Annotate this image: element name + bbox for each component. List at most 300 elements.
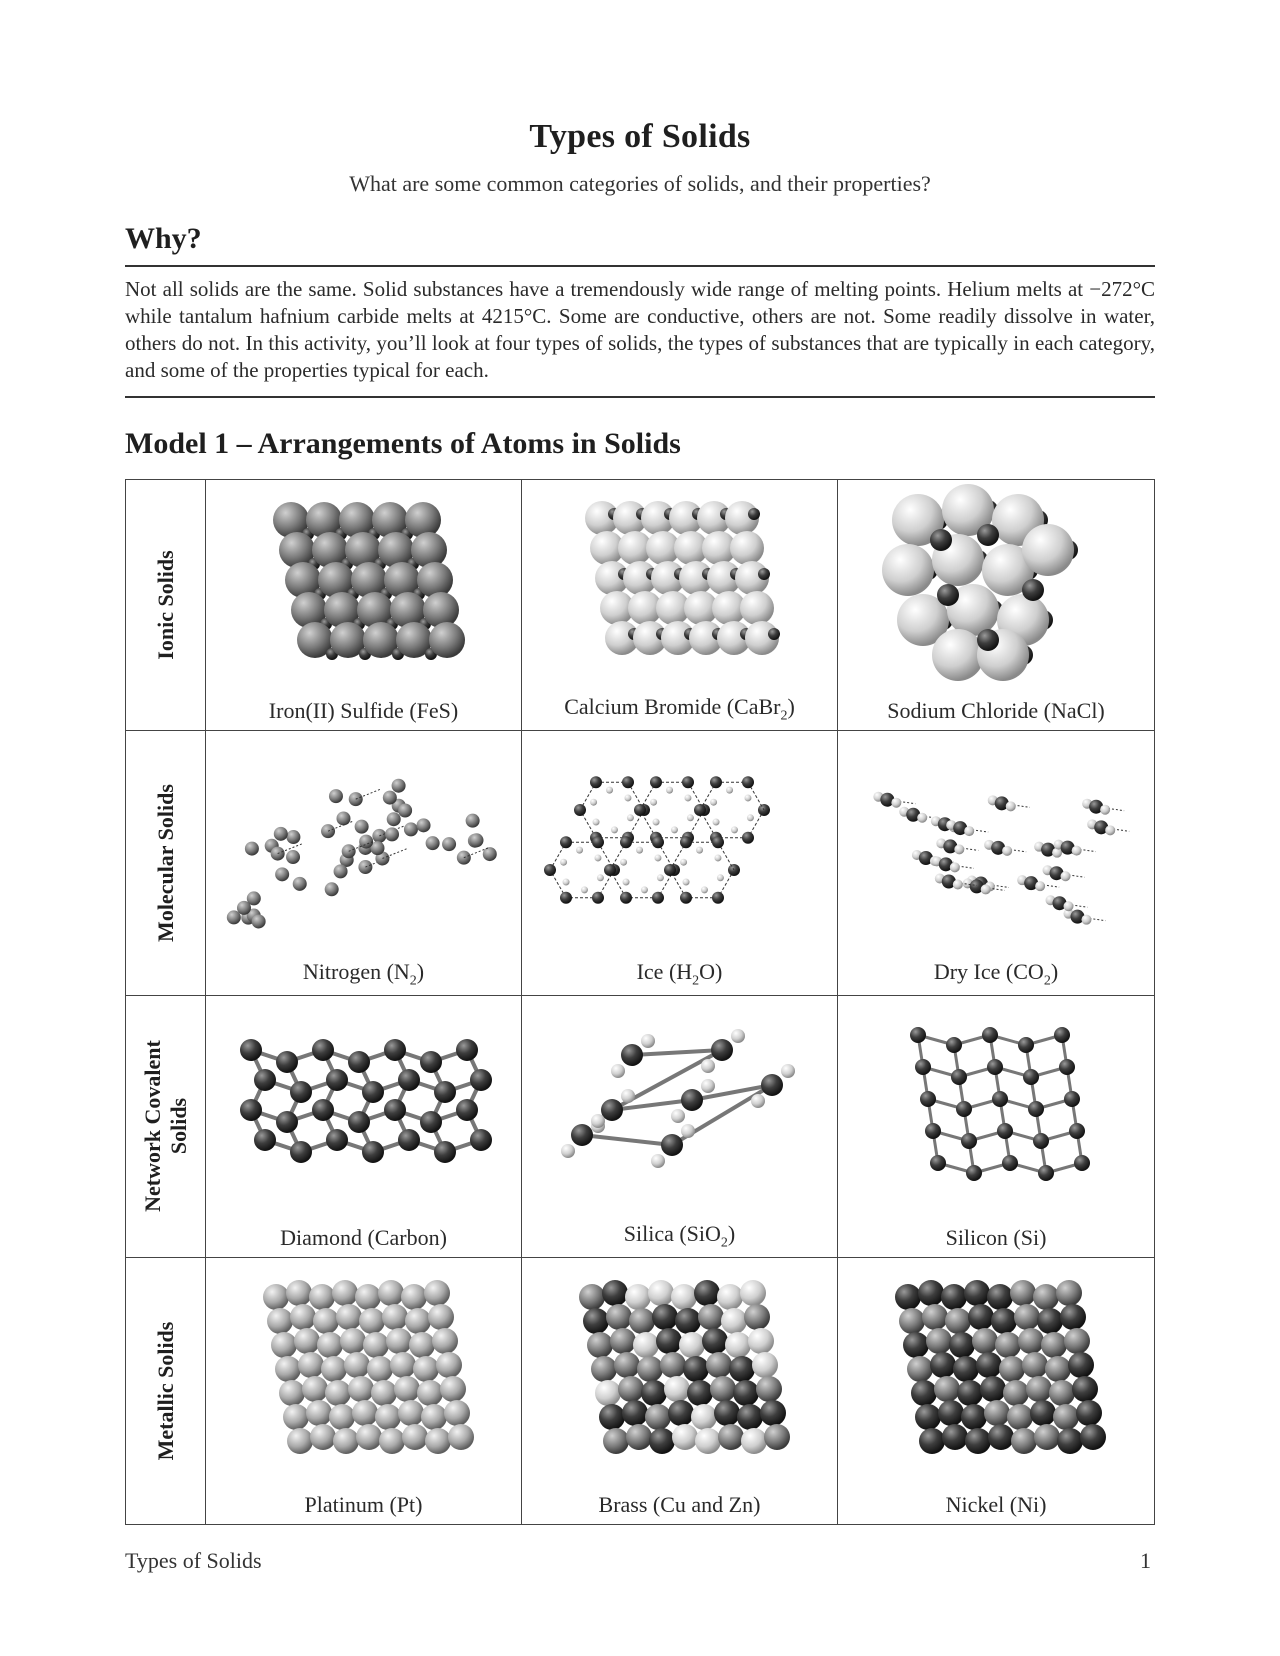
nitrogen-atom — [274, 827, 288, 841]
sodium-chloride-illustration — [838, 480, 1154, 695]
silicon-atom — [920, 1091, 936, 1107]
table-cell — [522, 730, 838, 995]
compound-name: Platinum — [304, 1492, 384, 1517]
oxygen-atom — [1100, 805, 1110, 815]
nitrogen-atom — [334, 864, 348, 878]
metal-atom — [1064, 1328, 1090, 1354]
oxygen-atom — [591, 1114, 605, 1128]
metal-atom — [425, 1428, 451, 1454]
cell-caption — [838, 698, 1154, 724]
large-ion — [882, 544, 934, 596]
cell-caption — [206, 1492, 521, 1518]
metal-atom — [417, 1380, 443, 1406]
metal-atom — [965, 1428, 991, 1454]
compound-name: Ice — [636, 958, 664, 984]
metal-atom — [421, 1404, 447, 1430]
metal-atom — [371, 1380, 397, 1406]
hydrogen-atom — [687, 814, 694, 821]
metal-atom — [428, 1304, 454, 1330]
large-ion — [411, 532, 447, 568]
metal-atom — [386, 1328, 412, 1354]
metal-atom — [740, 1280, 766, 1306]
metal-atom — [945, 1308, 971, 1334]
silicon-atom — [761, 1074, 783, 1096]
cell-caption — [206, 959, 521, 989]
nitrogen-atom — [286, 850, 300, 864]
nitrogen-atom — [404, 822, 418, 836]
silicon-atom — [1059, 1059, 1075, 1075]
nitrogen-atom — [417, 818, 431, 832]
hydrogen-atom — [747, 814, 754, 821]
oxygen-atom — [574, 804, 586, 816]
carbon-atom — [456, 1039, 478, 1061]
metal-atom — [378, 1280, 404, 1306]
metal-atom — [733, 1380, 759, 1406]
metal-atom — [656, 1328, 682, 1354]
hydrogen-atom — [606, 787, 613, 794]
metal-atom — [287, 1428, 313, 1454]
metal-atom — [911, 1380, 937, 1406]
metal-atom — [401, 1284, 427, 1310]
row-label: Molecular Solids — [152, 783, 178, 942]
compound-name: Iron(II) Sulfide — [268, 698, 404, 723]
metal-atom — [356, 1424, 382, 1450]
metal-atom — [336, 1304, 362, 1330]
cell-caption — [206, 698, 521, 724]
subscript: 2 — [720, 1235, 728, 1250]
oxygen-atom — [652, 836, 664, 848]
carbon-atom — [312, 1039, 334, 1061]
compound-formula: (Ni) — [1009, 1492, 1047, 1517]
cell-caption — [522, 1221, 837, 1251]
table-cell — [522, 995, 838, 1257]
metal-atom — [622, 1400, 648, 1426]
nitrogen-atom — [329, 789, 343, 803]
oxygen-atom — [680, 836, 692, 848]
silicon-atom — [930, 1155, 946, 1171]
metal-atom — [1030, 1400, 1056, 1426]
metal-atom — [599, 1404, 625, 1430]
hydrogen-atom — [671, 826, 678, 833]
metal-atom — [652, 1304, 678, 1330]
silicon-atom — [681, 1089, 703, 1111]
metal-atom — [907, 1356, 933, 1382]
hydrogen-atom — [714, 854, 721, 861]
metal-atom — [263, 1284, 289, 1310]
metal-atom — [405, 1308, 431, 1334]
metal-atom — [1045, 1356, 1071, 1382]
large-ion — [405, 502, 441, 538]
metal-atom — [363, 1332, 389, 1358]
carbon-atom — [240, 1039, 262, 1061]
nitrogen-atom — [398, 804, 412, 818]
metal-atom — [298, 1352, 324, 1378]
metal-atom — [1037, 1308, 1063, 1334]
table-row — [126, 1257, 1154, 1524]
nitrogen-atom — [385, 827, 399, 841]
nitrogen-atom — [325, 882, 339, 896]
carbon-atom — [470, 1069, 492, 1091]
carbon-atom — [362, 1141, 384, 1163]
metal-atom — [999, 1356, 1025, 1382]
silicon-atom — [992, 1091, 1008, 1107]
carbon-atom — [384, 1039, 406, 1061]
oxygen-atom — [954, 844, 964, 854]
metal-atom — [602, 1280, 628, 1306]
metal-atom — [942, 1424, 968, 1450]
metal-atom — [899, 1308, 925, 1334]
subscript: 2 — [692, 973, 700, 988]
nitrogen-atom — [275, 867, 289, 881]
metal-atom — [1056, 1280, 1082, 1306]
metal-atom — [915, 1404, 941, 1430]
metal-atom — [919, 1428, 945, 1454]
nitrogen-atom — [383, 791, 397, 805]
compound-formula: (CO — [1005, 958, 1044, 984]
metal-atom — [440, 1376, 466, 1402]
metal-atom — [687, 1380, 713, 1406]
metal-atom — [729, 1356, 755, 1382]
silicon-atom — [1054, 1027, 1070, 1043]
metal-atom — [1072, 1376, 1098, 1402]
metal-atom — [382, 1304, 408, 1330]
metal-atom — [1033, 1284, 1059, 1310]
oxygen-atom — [781, 1064, 795, 1078]
compound-name: Dry Ice — [933, 958, 1001, 984]
metal-atom — [961, 1404, 987, 1430]
metal-atom — [756, 1376, 782, 1402]
metal-atom — [976, 1352, 1002, 1378]
hydrogen-atom — [713, 819, 720, 826]
metal-atom — [679, 1332, 705, 1358]
silicon-atom — [1028, 1101, 1044, 1117]
oxygen-atom — [891, 798, 901, 808]
oxygen-atom — [751, 1094, 765, 1108]
oxygen-atom — [950, 862, 960, 872]
metal-atom — [618, 1376, 644, 1402]
compound-name: Nitrogen — [302, 958, 382, 984]
nickel-illustration — [838, 1257, 1154, 1487]
oxygen-atom — [664, 864, 676, 876]
metal-atom — [279, 1380, 305, 1406]
platinum-illustration — [206, 1257, 522, 1487]
carbon-atom — [470, 1129, 492, 1151]
metal-atom — [348, 1376, 374, 1402]
dry-ice-illustration — [838, 730, 1154, 960]
metal-atom — [725, 1332, 751, 1358]
metal-atom — [968, 1304, 994, 1330]
silicon-atom — [915, 1059, 931, 1075]
hydrogen-atom — [731, 826, 738, 833]
table-row — [126, 995, 1154, 1257]
compound-formula-end: ) — [416, 958, 425, 984]
metal-atom — [922, 1304, 948, 1330]
row-label-cell — [126, 995, 206, 1257]
oxygen-atom — [1006, 801, 1016, 811]
metal-atom — [359, 1308, 385, 1334]
oxygen-atom — [592, 836, 604, 848]
silica-illustration — [522, 995, 838, 1222]
metal-atom — [306, 1400, 332, 1426]
metal-atom — [1018, 1328, 1044, 1354]
hydrogen-atom — [593, 819, 600, 826]
silicon-atom — [966, 1165, 982, 1181]
compound-name: Brass — [598, 1492, 648, 1517]
cell-caption — [206, 1225, 521, 1251]
table-cell — [838, 730, 1154, 995]
hydrogen-atom — [581, 886, 588, 893]
metal-atom — [310, 1424, 336, 1450]
row-label-cell — [126, 730, 206, 995]
small-ion — [768, 628, 780, 640]
hydrogen-atom — [701, 886, 708, 893]
hydrogen-atom — [563, 879, 570, 886]
nitrogen-atom — [426, 836, 440, 850]
table-cell — [522, 480, 838, 730]
row-label-line: Solids — [165, 1097, 191, 1155]
table-cell — [206, 480, 522, 730]
carbon-atom — [254, 1069, 276, 1091]
oxygen-atom — [671, 1109, 685, 1123]
metal-atom — [953, 1356, 979, 1382]
why-heading: Why? — [125, 222, 202, 255]
metal-atom — [691, 1404, 717, 1430]
small-ion — [937, 584, 959, 606]
metal-atom — [325, 1380, 351, 1406]
hydrogen-atom — [684, 794, 691, 801]
metal-atom — [1014, 1304, 1040, 1330]
metal-atom — [352, 1400, 378, 1426]
carbon-atom — [434, 1141, 456, 1163]
oxygen-atom — [710, 776, 722, 788]
metal-atom — [591, 1356, 617, 1382]
hydrogen-atom — [653, 819, 660, 826]
oxygen-atom — [731, 1029, 745, 1043]
large-ion — [417, 562, 453, 598]
oxygen-atom — [620, 892, 632, 904]
metal-atom — [355, 1284, 381, 1310]
nitrogen-atom — [466, 814, 480, 828]
oxygen-atom — [651, 1154, 665, 1168]
metal-atom — [957, 1380, 983, 1406]
covalent-bond — [582, 1135, 672, 1145]
row-label: Metallic Solids — [152, 1321, 178, 1460]
oxygen-atom — [981, 884, 991, 894]
carbon-atom — [254, 1129, 276, 1151]
compound-name: Calcium Bromide — [564, 693, 722, 719]
metal-atom — [633, 1332, 659, 1358]
oxygen-atom — [681, 1124, 695, 1138]
silicon-atom — [1038, 1165, 1054, 1181]
metal-atom — [710, 1376, 736, 1402]
metal-atom — [625, 1284, 651, 1310]
oxygen-atom — [652, 892, 664, 904]
carbon-atom — [398, 1129, 420, 1151]
subscript: 2 — [780, 708, 788, 723]
oxygen-atom — [544, 864, 556, 876]
silicon-atom — [1069, 1123, 1085, 1139]
compound-formula: (FeS) — [409, 698, 459, 723]
metal-atom — [972, 1328, 998, 1354]
hydrogen-atom — [597, 874, 604, 881]
silicon-atom — [1018, 1037, 1034, 1053]
subscript: 2 — [1043, 973, 1051, 988]
oxygen-atom — [917, 813, 927, 823]
metal-atom — [641, 1380, 667, 1406]
table-cell — [206, 995, 522, 1257]
metal-atom — [668, 1400, 694, 1426]
silicon-atom — [571, 1124, 593, 1146]
metal-atom — [1080, 1424, 1106, 1450]
table-row — [126, 730, 1154, 995]
silicon-atom — [1023, 1069, 1039, 1085]
carbon-atom — [348, 1051, 370, 1073]
small-ion — [977, 524, 999, 546]
carbon-atom — [290, 1141, 312, 1163]
nitrogen-atom — [286, 830, 300, 844]
nitrogen-illustration — [206, 730, 522, 960]
brass-illustration — [522, 1257, 838, 1487]
carbon-atom — [326, 1129, 348, 1151]
metal-atom — [332, 1280, 358, 1306]
metal-atom — [313, 1308, 339, 1334]
metal-atom — [309, 1284, 335, 1310]
metal-atom — [752, 1352, 778, 1378]
metal-atom — [683, 1356, 709, 1382]
oxygen-atom — [560, 892, 572, 904]
metal-atom — [1060, 1304, 1086, 1330]
calcium-bromide-illustration — [522, 480, 838, 695]
large-ion — [932, 629, 984, 681]
cell-caption — [522, 959, 837, 989]
silicon-atom — [925, 1123, 941, 1139]
metal-atom — [660, 1352, 686, 1378]
metal-atom — [748, 1328, 774, 1354]
silicon-atom — [987, 1059, 1003, 1075]
model-table — [125, 479, 1155, 1525]
small-ion — [758, 568, 770, 580]
compound-name: Silicon — [945, 1225, 1008, 1250]
metal-atom — [721, 1308, 747, 1334]
carbon-atom — [276, 1111, 298, 1133]
metal-atom — [587, 1332, 613, 1358]
divider — [125, 396, 1155, 398]
metal-atom — [629, 1308, 655, 1334]
silicon-atom — [711, 1039, 733, 1061]
metal-atom — [714, 1400, 740, 1426]
nitrogen-atom — [387, 812, 401, 826]
compound-formula-end: ) — [727, 1220, 736, 1246]
metal-atom — [926, 1328, 952, 1354]
oxygen-atom — [964, 826, 974, 836]
metal-atom — [614, 1352, 640, 1378]
oxygen-atom — [650, 776, 662, 788]
row-label-cell — [126, 480, 206, 730]
compound-formula: (CaBr — [726, 693, 781, 719]
metal-atom — [664, 1376, 690, 1402]
metal-atom — [390, 1352, 416, 1378]
hydrogen-atom — [636, 847, 643, 854]
metal-atom — [1026, 1376, 1052, 1402]
metal-atom — [1003, 1380, 1029, 1406]
oxygen-atom — [701, 1079, 715, 1093]
hydrogen-atom — [624, 794, 631, 801]
subscript: 2 — [409, 973, 417, 988]
nitrogen-atom — [245, 842, 259, 856]
metal-atom — [290, 1304, 316, 1330]
oxygen-atom — [953, 879, 963, 889]
page-subtitle: What are some common categories of solids, and their properties? — [349, 171, 931, 196]
oxygen-atom — [742, 776, 754, 788]
model-heading: Model 1 – Arrangements of Atoms in Solids — [125, 427, 681, 460]
carbon-atom — [240, 1099, 262, 1121]
table-cell — [838, 995, 1154, 1257]
oxygen-atom — [701, 1059, 715, 1073]
metal-atom — [648, 1280, 674, 1306]
large-ion — [730, 531, 764, 565]
hydrogen-atom — [576, 847, 583, 854]
metal-atom — [980, 1376, 1006, 1402]
metal-atom — [649, 1428, 675, 1454]
metal-atom — [424, 1280, 450, 1306]
nitrogen-atom — [355, 820, 369, 834]
silicon-atom — [661, 1134, 683, 1156]
nitrogen-atom — [392, 779, 406, 793]
row-label — [140, 1040, 192, 1212]
metal-atom — [436, 1352, 462, 1378]
compound-name: Silica — [623, 1220, 674, 1246]
oxygen-atom — [622, 776, 634, 788]
metal-atom — [694, 1280, 720, 1306]
oxygen-atom — [1081, 915, 1091, 925]
hydrogen-atom — [680, 859, 687, 866]
carbon-atom — [276, 1051, 298, 1073]
metal-atom — [760, 1400, 786, 1426]
metal-atom — [1076, 1400, 1102, 1426]
oxygen-atom — [694, 804, 706, 816]
metal-atom — [1053, 1404, 1079, 1430]
silicon-atom — [1033, 1133, 1049, 1149]
carbon-atom — [384, 1099, 406, 1121]
carbon-atom — [290, 1081, 312, 1103]
carbon-atom — [398, 1069, 420, 1091]
page-title: Types of Solids — [529, 118, 751, 155]
compound-formula: (N — [386, 958, 410, 984]
compound-name: Sodium Chloride — [887, 698, 1039, 723]
oxygen-atom — [621, 1089, 635, 1103]
large-ion — [740, 591, 774, 625]
metal-atom — [402, 1424, 428, 1450]
metal-atom — [991, 1308, 1017, 1334]
cell-caption — [838, 959, 1154, 989]
hydrogen-atom — [560, 859, 567, 866]
metal-atom — [333, 1428, 359, 1454]
metal-atom — [706, 1352, 732, 1378]
hydrogen-atom — [717, 874, 724, 881]
metal-atom — [938, 1400, 964, 1426]
page-number: 1 — [1140, 1548, 1151, 1573]
hydrogen-atom — [666, 787, 673, 794]
oxygen-atom — [1072, 846, 1082, 856]
table-cell — [206, 730, 522, 995]
carbon-atom — [326, 1069, 348, 1091]
compound-formula: (H — [668, 958, 693, 984]
nitrogen-atom — [227, 910, 241, 924]
oxygen-atom — [712, 892, 724, 904]
hydrogen-atom — [696, 847, 703, 854]
metal-atom — [595, 1380, 621, 1406]
hydrogen-atom — [683, 879, 690, 886]
